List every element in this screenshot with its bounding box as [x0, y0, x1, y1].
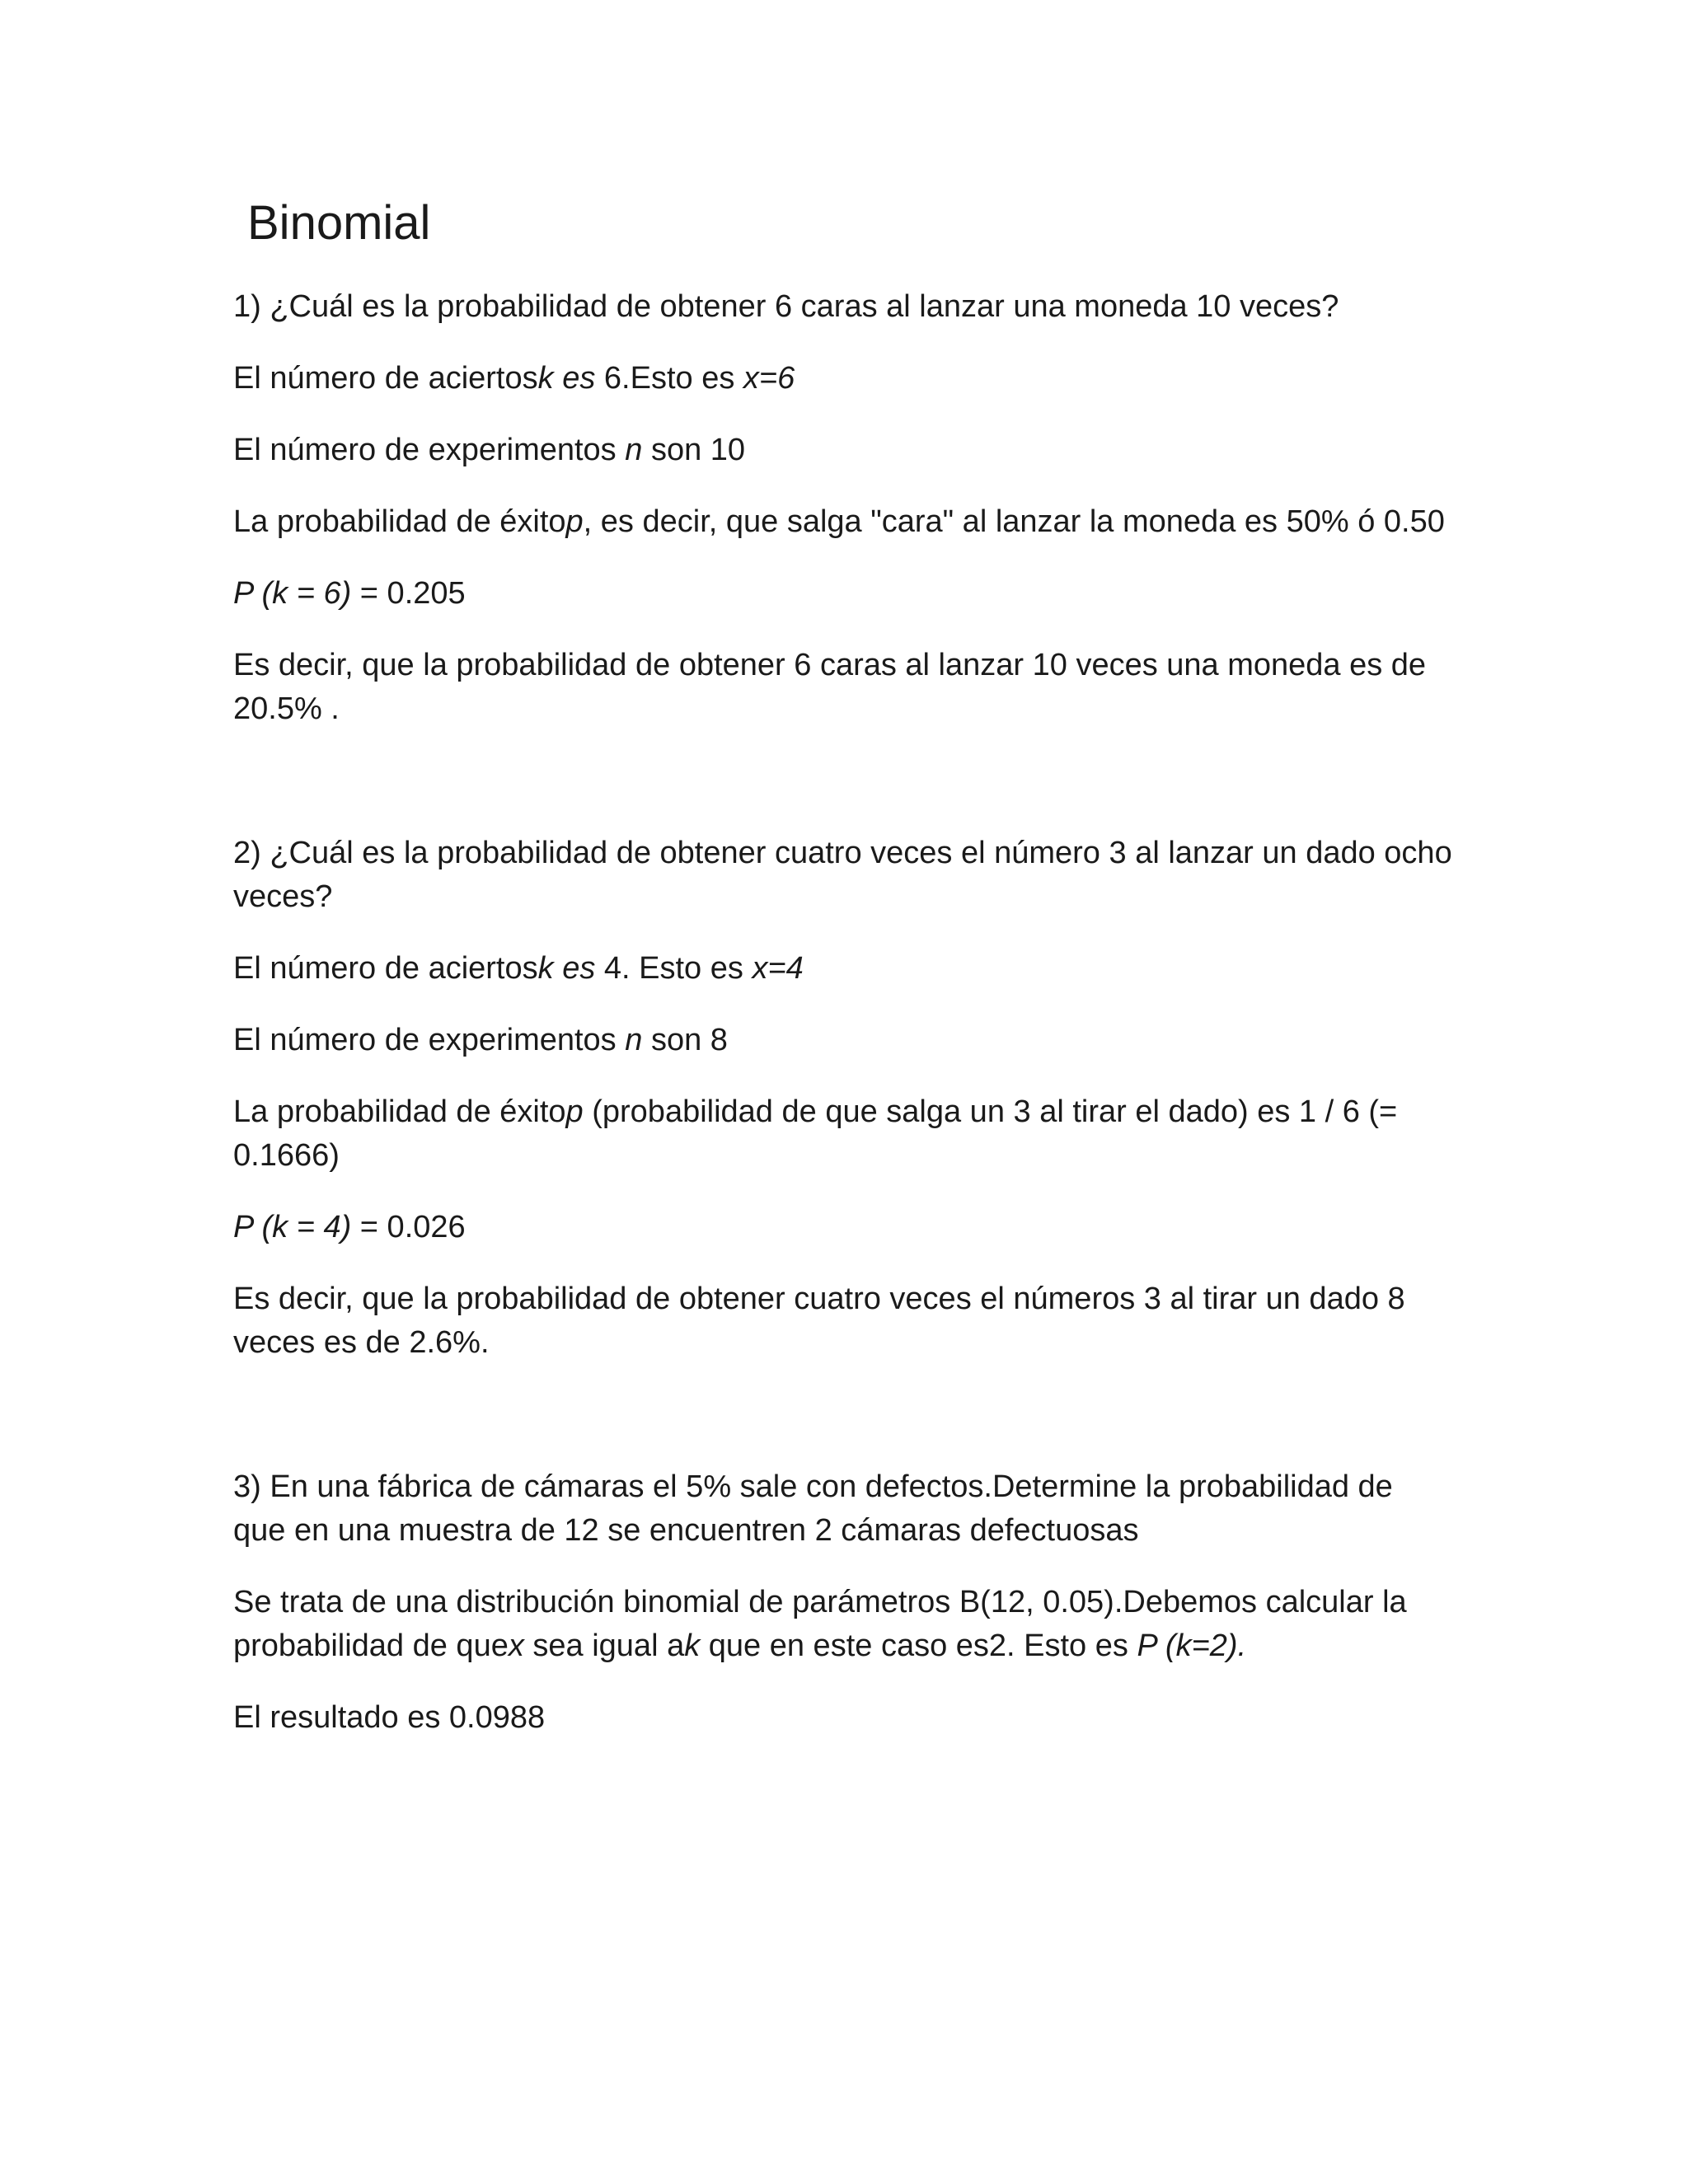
- problem-1-aciertos: El número de aciertosk es 6.Esto es x=6: [233, 360, 795, 396]
- problem-2-conclusion: Es decir, que la probabilidad de obtener cuatro veces el números 3 al tirar un dado 8 veces es de 2.6%.: [233, 1281, 1405, 1360]
- document-content: [233, 194, 1453, 1768]
- problem-1-result: P (k = 6) = 0.205: [233, 575, 466, 611]
- problem-2-probabilidad: La probabilidad de éxitop (probabilidad de que salga un 3 al tirar el dado) es 1 / 6 (= 0.1666): [233, 1094, 1398, 1173]
- problem-1-conclusion: Es decir, que la probabilidad de obtener 6 caras al lanzar 10 veces una moneda es de 20.5% .: [233, 647, 1427, 726]
- problem-2-aciertos: El número de aciertosk es 4. Esto es x=4: [233, 950, 804, 986]
- problem-3-question: 3) En una fábrica de cámaras el 5% sale con defectos.Determine la probabilidad de que en una muestra de 12 se encuentren 2 cámaras defectuosas: [233, 1469, 1393, 1548]
- page-title: Binomial: [247, 196, 431, 250]
- problem-3-result: El resultado es 0.0988: [233, 1699, 546, 1735]
- problem-1-question: 1) ¿Cuál es la probabilidad de obtener 6 caras al lanzar una moneda 10 veces?: [233, 288, 1339, 324]
- problem-1-probabilidad: La probabilidad de éxitop, es decir, que salga "cara" al lanzar la moneda es 50% ó 0.50: [233, 504, 1445, 539]
- problem-3-explanation: Se trata de una distribución binomial de parámetros B(12, 0.05).Debemos calcular la probabilidad de quex sea igual ak que en este caso es2. Esto es P (k=2).: [233, 1584, 1407, 1663]
- problem-2-result: P (k = 4) = 0.026: [233, 1209, 466, 1244]
- problem-2-question: 2) ¿Cuál es la probabilidad de obtener cuatro veces el número 3 al lanzar un dado ocho veces?: [233, 835, 1452, 914]
- problem-2-experimentos: El número de experimentos n son 8: [233, 1022, 728, 1057]
- section-gap: [233, 1393, 1453, 1465]
- problem-1-experimentos: El número de experimentos n son 10: [233, 432, 746, 467]
- section-gap: [233, 759, 1453, 832]
